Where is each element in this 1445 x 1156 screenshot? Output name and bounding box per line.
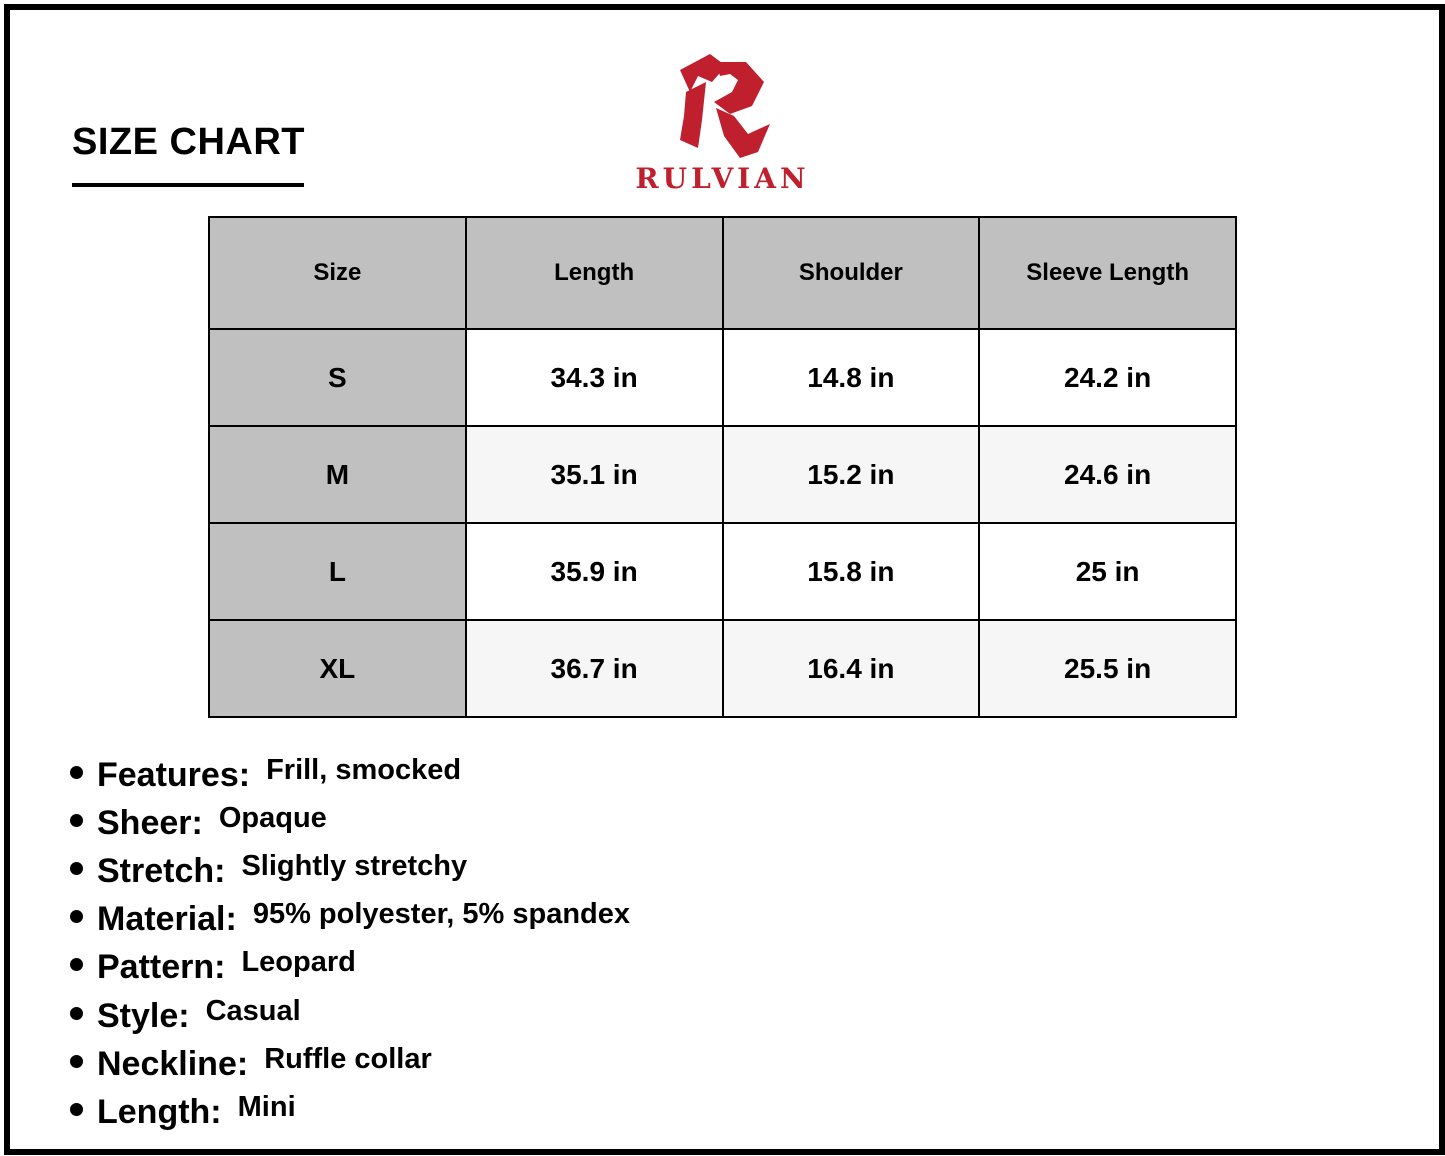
list-item	[70, 748, 630, 796]
bullet-icon	[70, 1103, 83, 1116]
bullet-icon	[70, 814, 83, 827]
bullet-icon	[70, 958, 83, 971]
size-table	[208, 216, 1237, 718]
column-header-length: Length	[466, 217, 723, 329]
feature-label: Stretch:	[97, 851, 226, 890]
bullet-icon	[70, 910, 83, 923]
feature-label: Pattern:	[97, 948, 226, 987]
bullet-icon	[70, 862, 83, 875]
shoulder-cell: 16.4 in	[723, 620, 980, 717]
list-item	[70, 796, 630, 844]
feature-value: Mini	[237, 1090, 296, 1123]
feature-value: Frill, smocked	[266, 753, 462, 786]
brand-logo	[620, 50, 825, 200]
feature-value: Casual	[205, 994, 301, 1027]
list-item	[70, 844, 630, 892]
sleeve-length-cell: 25.5 in	[979, 620, 1236, 717]
column-header-shoulder: Shoulder	[723, 217, 980, 329]
length-cell: 36.7 in	[466, 620, 723, 717]
feature-label: Length:	[97, 1092, 222, 1131]
list-item	[70, 941, 630, 989]
feature-value: 95% polyester, 5% spandex	[252, 898, 631, 931]
feature-value: Opaque	[218, 801, 327, 834]
size-cell: L	[209, 523, 466, 620]
title-underline	[72, 183, 304, 187]
size-cell: S	[209, 329, 466, 426]
list-item	[70, 1037, 630, 1085]
list-item	[70, 1085, 630, 1133]
rulvian-r-logo-icon	[672, 52, 772, 160]
size-cell: M	[209, 426, 466, 523]
table-header-row	[209, 217, 1236, 329]
bullet-icon	[70, 766, 83, 779]
column-header-sleeve-length: Sleeve Length	[979, 217, 1236, 329]
size-cell: XL	[209, 620, 466, 717]
list-item	[70, 989, 630, 1037]
feature-label: Material:	[97, 900, 237, 939]
feature-label: Style:	[97, 996, 190, 1035]
sleeve-length-cell: 25 in	[979, 523, 1236, 620]
shoulder-cell: 15.2 in	[723, 426, 980, 523]
sleeve-length-cell: 24.6 in	[979, 426, 1236, 523]
table-row	[209, 426, 1236, 523]
feature-label: Sheer:	[97, 803, 203, 842]
feature-label: Neckline:	[97, 1044, 249, 1083]
length-cell: 35.9 in	[466, 523, 723, 620]
brand-name: RULVIAN	[635, 162, 810, 195]
shoulder-cell: 15.8 in	[723, 523, 980, 620]
column-header-size: Size	[209, 217, 466, 329]
table-row	[209, 523, 1236, 620]
feature-list	[70, 748, 630, 1134]
feature-value: Slightly stretchy	[241, 849, 468, 882]
length-cell: 35.1 in	[466, 426, 723, 523]
feature-value: Leopard	[241, 946, 356, 979]
page-title: SIZE CHART	[72, 121, 305, 163]
length-cell: 34.3 in	[466, 329, 723, 426]
shoulder-cell: 14.8 in	[723, 329, 980, 426]
feature-label: Features:	[97, 755, 251, 794]
bullet-icon	[70, 1055, 83, 1068]
feature-value: Ruffle collar	[264, 1042, 432, 1075]
table-row	[209, 620, 1236, 717]
list-item	[70, 893, 630, 941]
bullet-icon	[70, 1007, 83, 1020]
table-row	[209, 329, 1236, 426]
sleeve-length-cell: 24.2 in	[979, 329, 1236, 426]
